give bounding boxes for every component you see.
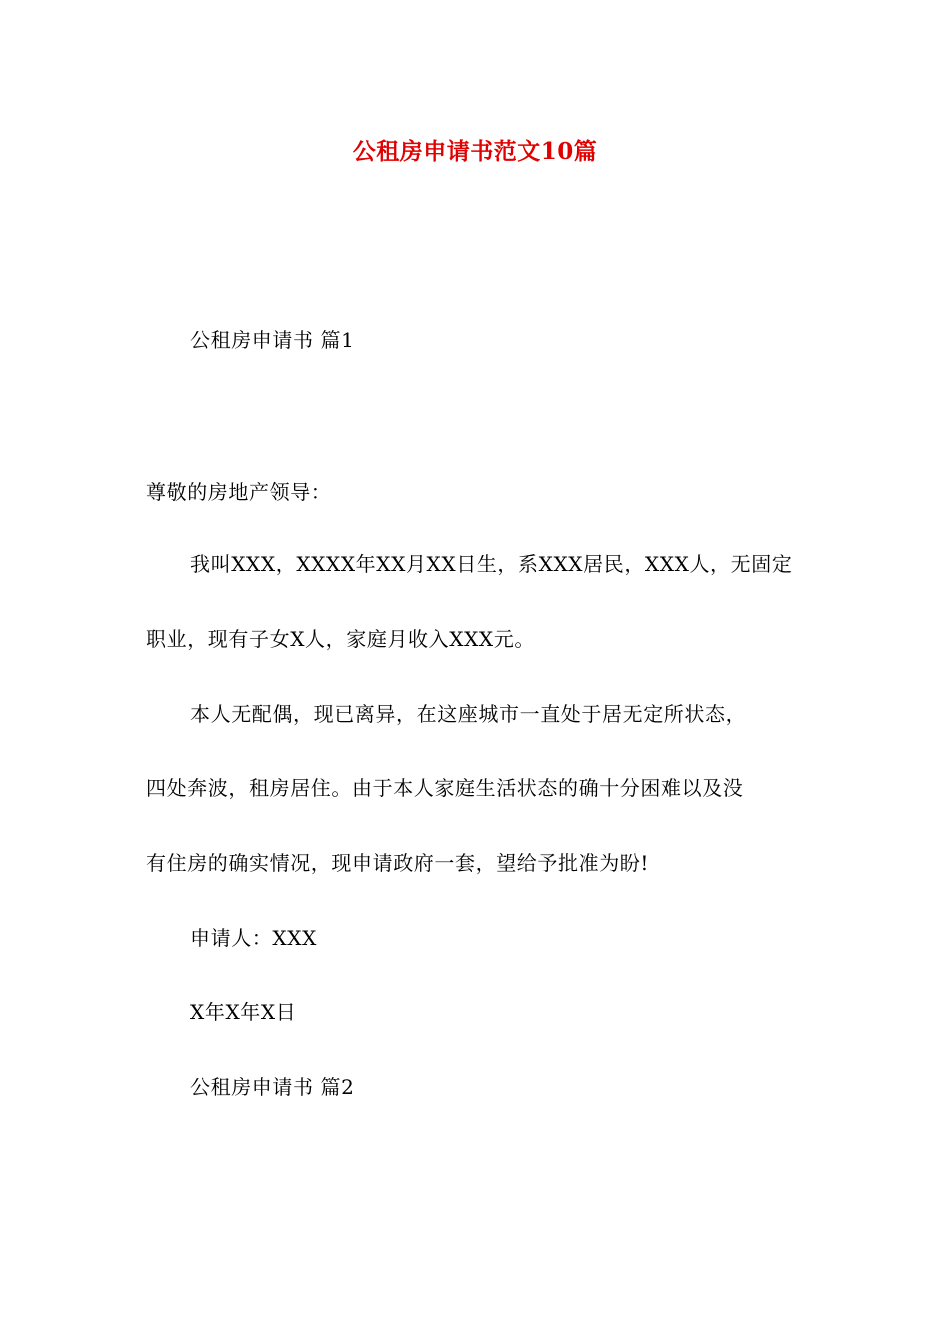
salutation: 尊敬的房地产领导： — [146, 480, 332, 504]
section-2-heading: 公租房申请书 篇2 — [190, 1075, 355, 1099]
paragraph-1-line-1: 我叫XXX，XXXX年XX月XX日生，系XXX居民，XXX人，无固定 — [190, 552, 793, 576]
paragraph-2-line-2: 四处奔波，租房居住。由于本人家庭生活状态的确十分困难以及没 — [146, 776, 744, 800]
paragraph-2-line-1: 本人无配偶，现已离异，在这座城市一直处于居无定所状态， — [190, 702, 747, 726]
paragraph-1-line-2: 职业，现有子女X人，家庭月收入XXX元。 — [146, 627, 535, 651]
applicant-line: 申请人：XXX — [190, 926, 317, 950]
paragraph-2-line-3: 有住房的确实情况，现申请政府一套，望给予批准为盼! — [146, 851, 650, 875]
document-title: 公租房申请书范文10篇 — [352, 138, 598, 165]
section-1-heading: 公租房申请书 篇1 — [190, 328, 355, 352]
date-line: X年X年X日 — [190, 1000, 297, 1024]
